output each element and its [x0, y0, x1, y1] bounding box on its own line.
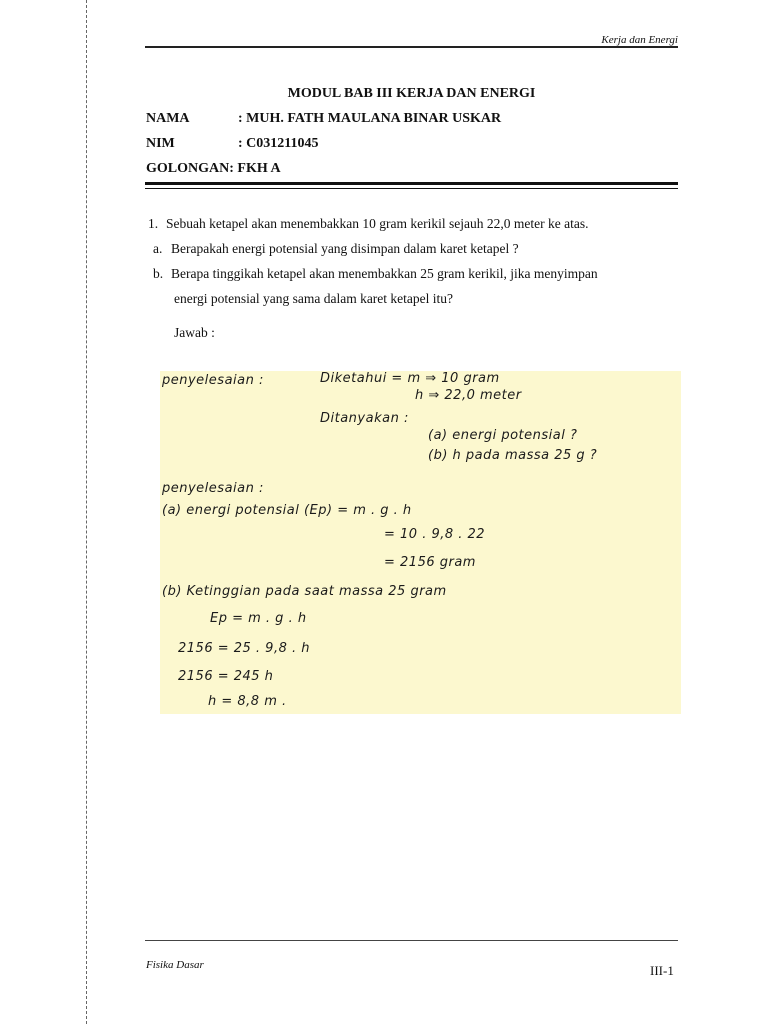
- name-row: [146, 111, 501, 127]
- handwritten-answer-image: [160, 371, 681, 714]
- running-header: Kerja dan Energi: [601, 34, 678, 46]
- hw-asked-a: (a) energi potensial ?: [428, 428, 578, 443]
- name-value: : MUH. FATH MAULANA BINAR USKAR: [238, 111, 502, 126]
- section-rule-thin: [145, 188, 678, 189]
- question-b: [153, 265, 598, 283]
- hw-part-a-subst: = 10 . 9,8 . 22: [384, 527, 486, 542]
- header-rule: [145, 46, 678, 48]
- section-rule-thick: [145, 182, 678, 185]
- hw-asked-b: (b) h pada massa 25 g ?: [428, 448, 598, 463]
- binding-margin-line: [86, 0, 87, 1024]
- nim-row: [146, 136, 319, 152]
- question-a-marker: a.: [153, 241, 163, 256]
- golongan-row: GOLONGAN: FKH A: [146, 161, 281, 176]
- hw-solution-label: penyelesaian :: [162, 373, 264, 388]
- question-a-text: Berapakah energi potensial yang disimpan dalam karet ketapel ?: [171, 241, 519, 256]
- hw-solution-label-2: penyelesaian :: [162, 481, 264, 496]
- answer-label: Jawab :: [174, 325, 215, 340]
- nim-value: : C031211045: [238, 136, 319, 151]
- footer-rule: [145, 940, 678, 941]
- hw-part-b-heading: (b) Ketinggian pada saat massa 25 gram: [162, 584, 447, 599]
- footer-course: Fisika Dasar: [146, 959, 204, 971]
- name-label: NAMA: [146, 111, 190, 126]
- hw-part-b-result: h = 8,8 m .: [208, 694, 287, 709]
- question-b-marker: b.: [153, 266, 164, 281]
- hw-part-b-subst: 2156 = 25 . 9,8 . h: [178, 641, 310, 656]
- nim-label: NIM: [146, 136, 175, 151]
- hw-known: Diketahui = m ⇒ 10 gram: [320, 371, 500, 386]
- question-b-text-1: Berapa tinggikah ketapel akan menembakkan 25 gram kerikil, jika menyimpan: [171, 266, 598, 281]
- hw-part-b-formula: Ep = m . g . h: [210, 611, 307, 626]
- question-b-text-2: energi potensial yang sama dalam karet ketapel itu?: [174, 291, 454, 306]
- question-1: [148, 215, 588, 233]
- question-number: 1.: [148, 216, 159, 231]
- hw-asked: Ditanyakan :: [320, 411, 409, 426]
- hw-part-b-simplify: 2156 = 245 h: [178, 669, 274, 684]
- hw-height-known: h ⇒ 22,0 meter: [415, 388, 522, 403]
- module-title: MODUL BAB III KERJA DAN ENERGI: [287, 86, 536, 101]
- question-text: Sebuah ketapel akan menembakkan 10 gram kerikil sejauh 22,0 meter ke atas.: [166, 216, 589, 231]
- page-number: III-1: [650, 963, 674, 978]
- hw-part-a-result: = 2156 gram: [384, 555, 476, 570]
- question-a: [153, 240, 519, 258]
- hw-part-a-formula: (a) energi potensial (Ep) = m . g . h: [162, 503, 412, 518]
